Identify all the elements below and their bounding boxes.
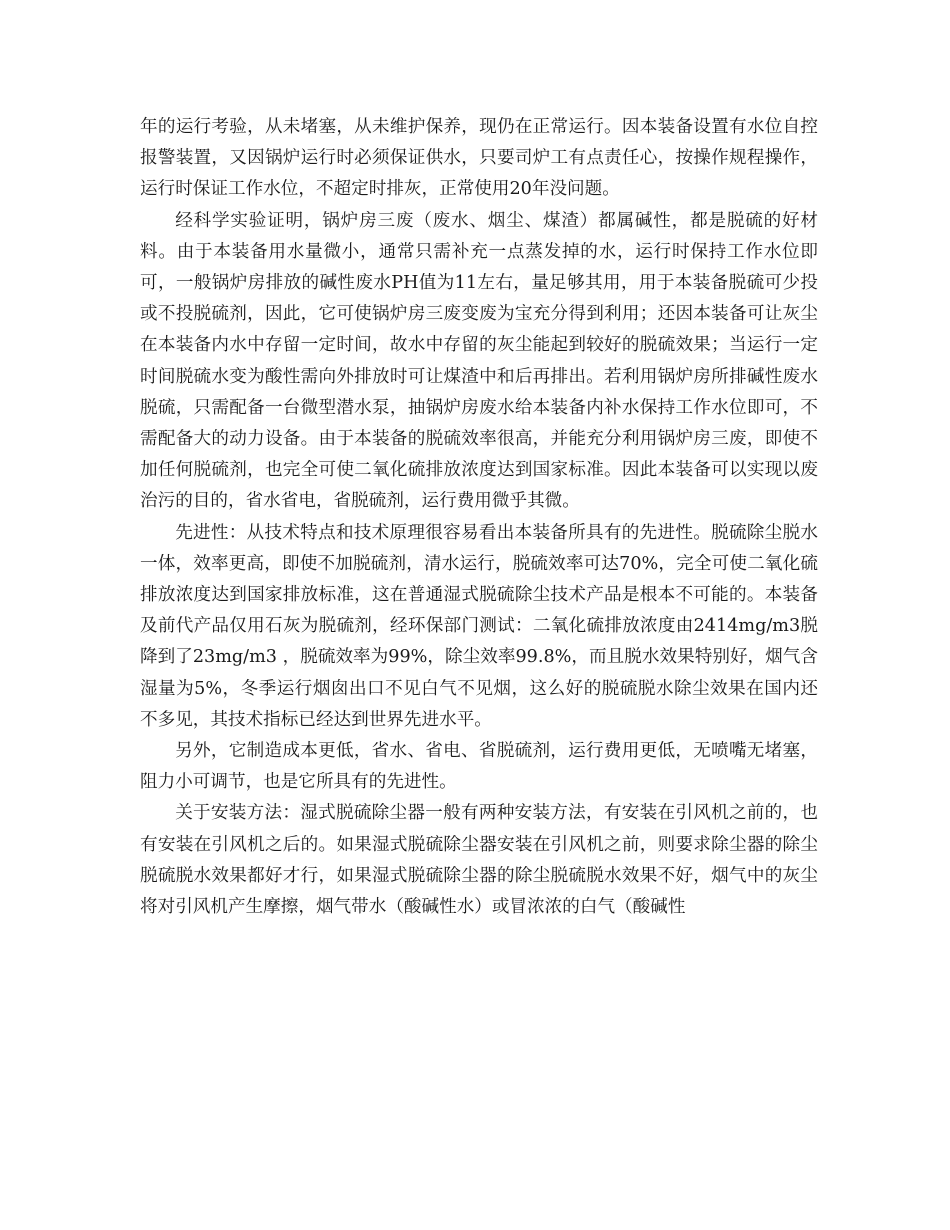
document-body — [140, 112, 818, 923]
paragraph-waste-utilization: 经科学实验证明，锅炉房三废（废水、烟尘、煤渣）都属碱性，都是脱硫的好材料。由于本装备用水量微小，通常只需补充一点蒸发掉的水，运行时保持工作水位即可，一般锅炉房排放的碱性废水PH值为11左右，量足够其用，用于本装备脱硫可少投或不投脱硫剂，因此，它可使锅炉房三废变废为宝充分得到利用；还因本装备可让灰尘在本装备内水中存留一定时间，故水中存留的灰尘能起到较好的脱硫效果；当运行一定时间脱硫水变为酸性需向外排放时可让煤渣中和后再排出。若利用锅炉房所排碱性废水脱硫，只需配备一台微型潜水泵，抽锅炉房废水给本装备内补水保持工作水位即可，不需配备大的动力设备。由于本装备的脱硫效率很高，并能充分利用锅炉房三废，即使不加任何脱硫剂，也完全可使二氧化硫排放浓度达到国家标准。因此本装备可以实现以废治污的目的，省水省电，省脱硫剂，运行费用微乎其微。 — [140, 210, 818, 512]
paragraph-cost: 另外，它制造成本更低，省水、省电、省脱硫剂，运行费用更低，无喷嘴无堵塞，阻力小可调节，也是它所具有的先进性。 — [140, 741, 818, 793]
paragraph-installation: 关于安装方法：湿式脱硫除尘器一般有两种安装方法，有安装在引风机之前的，也有安装在引风机之后的。如果湿式脱硫除尘器安装在引风机之前，则要求除尘器的除尘脱硫脱水效果都好才行，如果湿式脱硫除尘器的除尘脱硫脱水效果不好，烟气中的灰尘将对引风机产生摩擦，烟气带水（酸碱性水）或冒浓浓的白气（酸碱性 — [140, 803, 818, 918]
paragraph-continuation: 年的运行考验，从未堵塞，从未维护保养，现仍在正常运行。因本装备设置有水位自控报警装置，又因锅炉运行时必须保证供水，只要司炉工有点责任心，按操作规程操作，运行时保证工作水位，不超定时排灰，正常使用20年没问题。 — [140, 117, 818, 200]
paragraph-advancement: 先进性：从技术特点和技术原理很容易看出本装备所具有的先进性。脱硫除尘脱水一体，效率更高，即使不加脱硫剂，清水运行，脱硫效率可达70%，完全可使二氧化硫排放浓度达到国家排放标准，这在普通湿式脱硫除尘技术产品是根本不可能的。本装备及前代产品仅用石灰为脱硫剂，经环保部门测试：二氧化硫排放浓度由2414mg/m3脱降到了23mg/m3 ，脱硫效率为99%，除尘效率99.8%，而且脱水效果特别好，烟气含湿量为5%，冬季运行烟囱出口不见白气不见烟，这么好的脱硫脱水除尘效果在国内还不多见，其技术指标已经达到世界先进水平。 — [140, 522, 818, 730]
